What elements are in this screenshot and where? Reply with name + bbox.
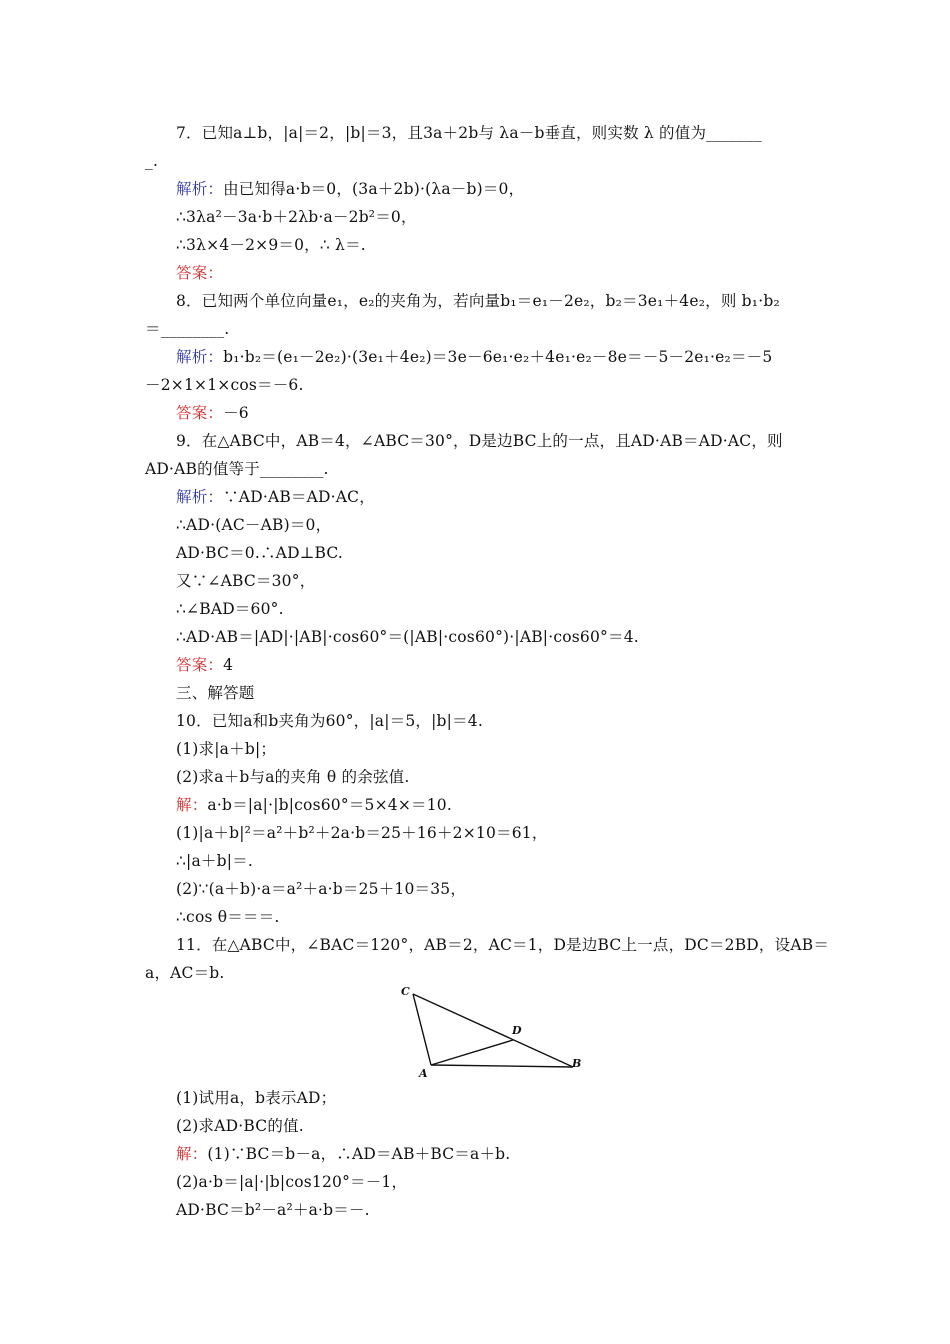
- q11-solution-line2: (2)a·b＝|a|·|b|cos120°＝－1，: [176, 1173, 408, 1191]
- q9-analysis-line5: ∴∠BAD＝60°.: [176, 600, 284, 618]
- q9-line2: AD·AB的值等于________.: [145, 460, 329, 478]
- q10-solution-line4: (2)∵(a＋b)·a＝a²＋a·b＝25＋10＝35，: [176, 880, 467, 898]
- q8-line2: ＝________.: [145, 320, 230, 338]
- q8-analysis-line2: －2×1×1×cos＝－6.: [145, 376, 304, 394]
- q10-solution-line5: ∴cos θ＝＝＝.: [176, 908, 280, 926]
- q7-line2: _.: [145, 152, 159, 170]
- q11-solution-line3: AD·BC＝b²－a²＋a·b＝－.: [176, 1201, 370, 1219]
- analysis-label: 解析：: [176, 180, 224, 198]
- label-a: A: [419, 1067, 428, 1077]
- q9-line1: 9．在△ABC中，AB＝4，∠ABC＝30°，D是边BC上的一点，且AD·AB＝AD·AC，则: [176, 432, 783, 450]
- solution-label: 解：: [176, 796, 208, 814]
- q7-analysis-line3: ∴3λ×4－2×9＝0，∴ λ＝.: [176, 236, 366, 254]
- segment-ab: [431, 1065, 573, 1067]
- segment-cb: [413, 994, 573, 1067]
- answer-label: 答案：: [176, 264, 224, 282]
- q9-analysis-line1: 解析：∵AD·AB＝AD·AC，: [176, 488, 375, 506]
- segment-ad: [431, 1040, 513, 1065]
- q11-line2: a，AC＝b.: [145, 964, 225, 982]
- q11-part1: (1)试用a，b表示AD；: [176, 1089, 337, 1107]
- q9-analysis-line2: ∴AD·(AC－AB)＝0，: [176, 516, 332, 534]
- solution-label: 解：: [176, 1145, 208, 1163]
- answer-label: 答案：: [176, 404, 224, 422]
- label-c: C: [401, 985, 410, 998]
- q9-analysis-line4: 又∵∠ABC＝30°，: [176, 572, 316, 590]
- q9-analysis-line6: ∴AD·AB＝|AD|·|AB|·cos60°＝(|AB|·cos60°)·|AB|·cos60°＝4.: [176, 628, 639, 646]
- q10-solution-line1: 解：a·b＝|a|·|b|cos60°＝5×4×＝10.: [176, 796, 452, 814]
- q10-part2: (2)求a＋b与a的夹角 θ 的余弦值.: [176, 768, 410, 786]
- q7-line1: 7．已知a⊥b，|a|＝2，|b|＝3，且3a＋2b与 λa－b垂直，则实数 λ 的值为_______: [176, 124, 762, 142]
- answer-label: 答案：: [176, 656, 224, 674]
- q8-line1: 8．已知两个单位向量e₁，e₂的夹角为，若向量b₁＝e₁－2e₂，b₂＝3e₁＋4e₂，则 b₁·b₂: [176, 292, 780, 310]
- label-b: B: [572, 1057, 582, 1070]
- segment-ca: [413, 994, 431, 1065]
- q11-part2: (2)求AD·BC的值.: [176, 1117, 304, 1135]
- q10-part1: (1)求|a＋b|；: [176, 740, 277, 758]
- analysis-label: 解析：: [176, 348, 224, 366]
- q9-answer: 答案：4: [176, 656, 234, 674]
- label-d: D: [512, 1024, 522, 1037]
- q7-analysis-line1: 解析：由已知得a·b＝0，(3a＋2b)·(λa－b)＝0，: [176, 180, 525, 198]
- q10-line1: 10．已知a和b夹角为60°，|a|＝5，|b|＝4.: [176, 712, 483, 730]
- q10-solution-line2: (1)|a＋b|²＝a²＋b²＋2a·b＝25＋16＋2×10＝61，: [176, 824, 548, 842]
- q11-solution-line1: 解：(1)∵BC＝b－a，∴AD＝AB＋BC＝a＋b.: [176, 1145, 511, 1163]
- q9-analysis-line3: AD·BC＝0.∴AD⊥BC.: [176, 544, 343, 562]
- q8-analysis-line1: 解析：b₁·b₂＝(e₁－2e₂)·(3e₁＋4e₂)＝3e－6e₁·e₂＋4e₁·e₂－8e＝－5－2e₁·e₂＝－5: [176, 348, 773, 366]
- q7-analysis-line2: ∴3λa²－3a·b＋2λb·a－2b²＝0，: [176, 208, 417, 226]
- q7-answer: [176, 263, 223, 283]
- section-heading: 三、解答题: [176, 684, 255, 702]
- analysis-label: 解析：: [176, 488, 224, 506]
- triangle-figure: [395, 982, 595, 1077]
- q10-solution-line3: ∴|a＋b|＝.: [176, 852, 253, 870]
- q11-line1: 11．在△ABC中，∠BAC＝120°，AB＝2，AC＝1，D是边BC上一点，DC＝2BD，设AB＝: [176, 936, 830, 954]
- q8-answer: 答案：－6: [176, 404, 249, 422]
